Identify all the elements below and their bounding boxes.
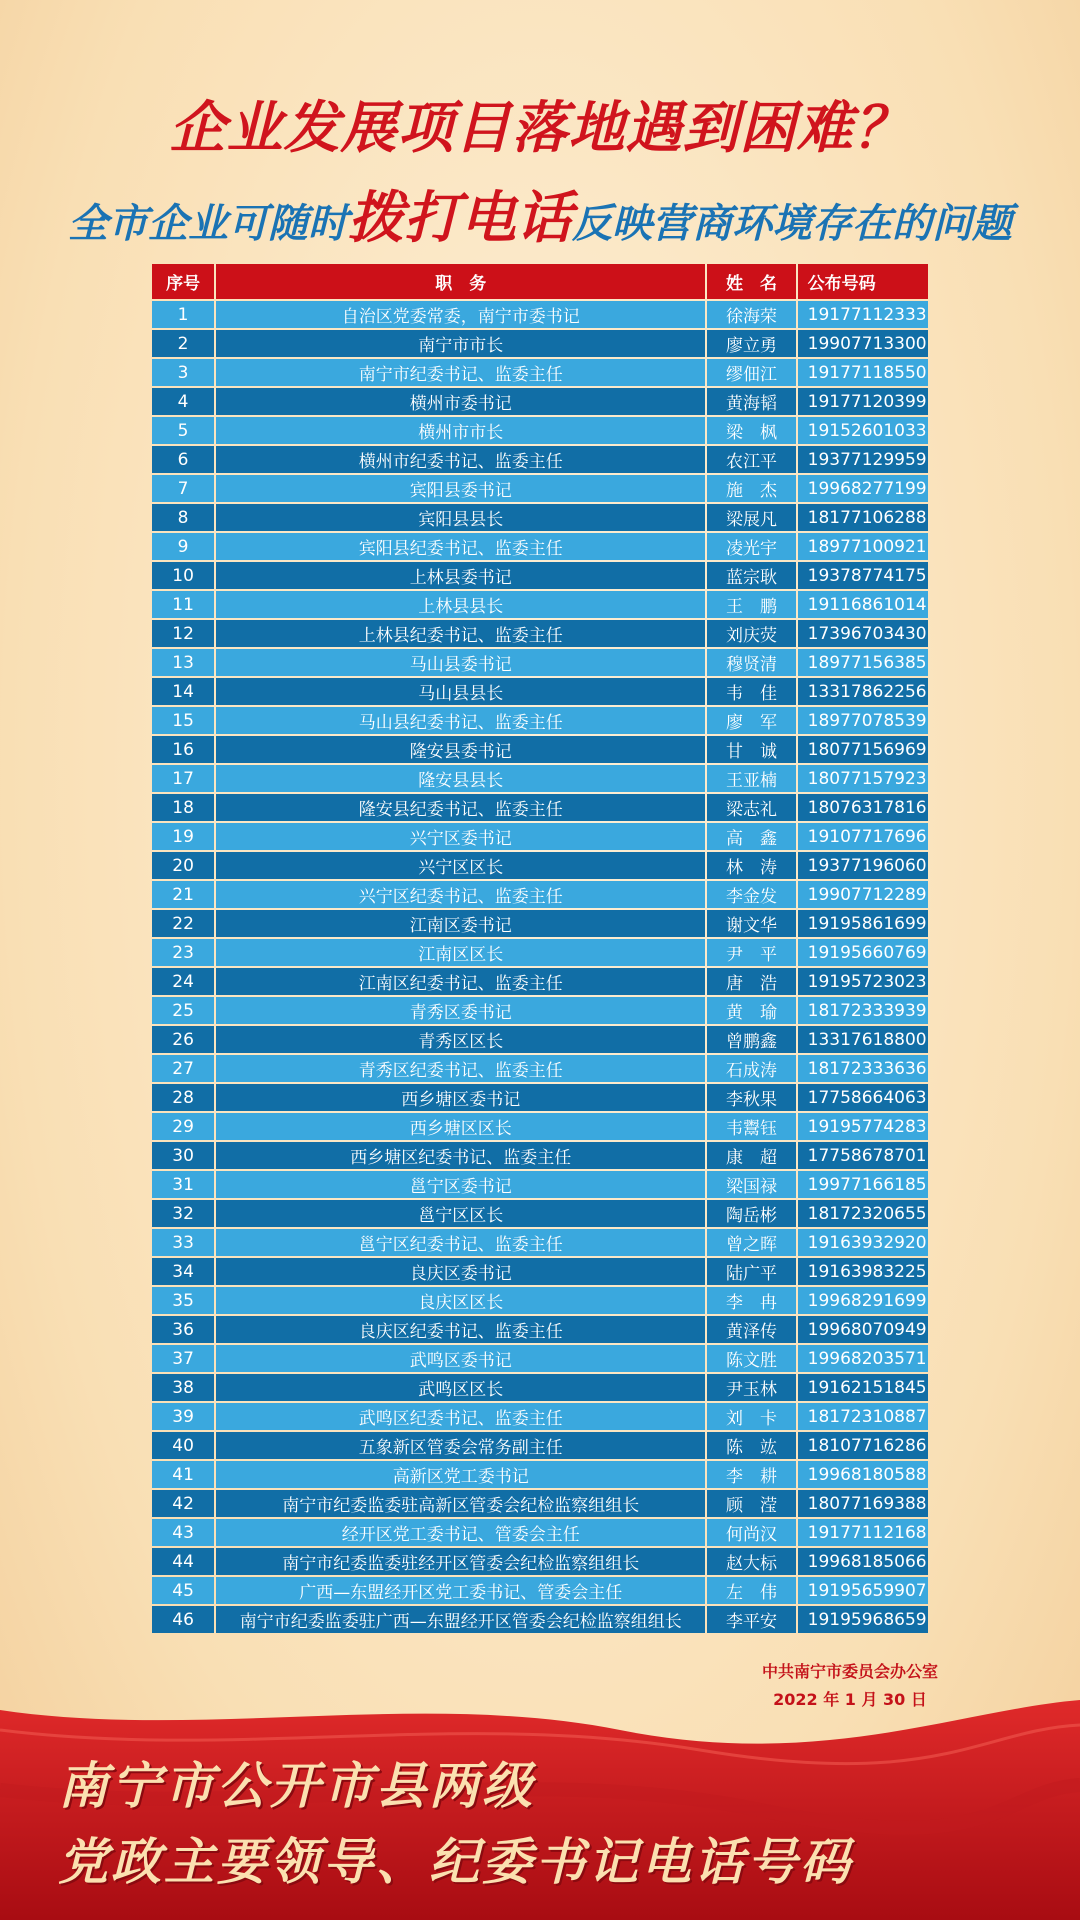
subheadline-prefix: 全市企业可随时 <box>68 201 348 247</box>
row-name: 蓝宗耿 <box>707 562 795 589</box>
row-title: 江南区纪委书记、监委主任 <box>216 968 705 995</box>
row-name: 缪佃江 <box>707 359 795 386</box>
row-name: 王亚楠 <box>707 765 795 792</box>
table-row <box>152 620 928 647</box>
row-name: 王 鹏 <box>707 591 795 618</box>
row-phone: 19907712289 <box>798 881 928 908</box>
row-name: 李 耕 <box>707 1461 795 1488</box>
row-phone: 18977100921 <box>798 533 928 560</box>
row-phone: 19177112168 <box>798 1519 928 1546</box>
table-row <box>152 359 928 386</box>
row-index: 17 <box>152 765 214 792</box>
row-phone: 19968203571 <box>798 1345 928 1372</box>
row-phone: 18172310887 <box>798 1403 928 1430</box>
row-title: 兴宁区委书记 <box>216 823 705 850</box>
table-row <box>152 1287 928 1314</box>
row-title: 宾阳县纪委书记、监委主任 <box>216 533 705 560</box>
row-index: 30 <box>152 1142 214 1169</box>
row-title: 南宁市纪委监委驻经开区管委会纪检监察组组长 <box>216 1548 705 1575</box>
row-index: 7 <box>152 475 214 502</box>
table-row <box>152 1026 928 1053</box>
table-row <box>152 794 928 821</box>
table-body <box>152 301 928 1633</box>
row-name: 黄泽传 <box>707 1316 795 1343</box>
row-index: 8 <box>152 504 214 531</box>
row-title: 自治区党委常委，南宁市委书记 <box>216 301 705 328</box>
row-title: 青秀区纪委书记、监委主任 <box>216 1055 705 1082</box>
row-phone: 19968291699 <box>798 1287 928 1314</box>
row-phone: 19377196060 <box>798 852 928 879</box>
row-title: 上林县委书记 <box>216 562 705 589</box>
table-row <box>152 591 928 618</box>
header-phone: 公布号码 <box>798 264 928 299</box>
row-index: 16 <box>152 736 214 763</box>
row-index: 9 <box>152 533 214 560</box>
row-title: 青秀区区长 <box>216 1026 705 1053</box>
row-name: 陆广平 <box>707 1258 795 1285</box>
row-phone: 13317618800 <box>798 1026 928 1053</box>
row-phone: 19107717696 <box>798 823 928 850</box>
row-phone: 19377129959 <box>798 446 928 473</box>
row-title: 兴宁区区长 <box>216 852 705 879</box>
row-index: 28 <box>152 1084 214 1111</box>
table-row <box>152 446 928 473</box>
row-title: 良庆区纪委书记、监委主任 <box>216 1316 705 1343</box>
row-phone: 19195968659 <box>798 1606 928 1633</box>
row-index: 41 <box>152 1461 214 1488</box>
row-index: 39 <box>152 1403 214 1430</box>
row-name: 陈文胜 <box>707 1345 795 1372</box>
row-name: 廖立勇 <box>707 330 795 357</box>
row-index: 26 <box>152 1026 214 1053</box>
row-name: 梁展凡 <box>707 504 795 531</box>
row-title: 隆安县纪委书记、监委主任 <box>216 794 705 821</box>
header-title: 职 务 <box>216 264 705 299</box>
table-row <box>152 1490 928 1517</box>
issue-date: 2022 年 1 月 30 日 <box>773 1690 927 1709</box>
row-index: 37 <box>152 1345 214 1372</box>
row-title: 邕宁区委书记 <box>216 1171 705 1198</box>
row-name: 韦鬻钰 <box>707 1113 795 1140</box>
row-name: 赵大标 <box>707 1548 795 1575</box>
row-title: 良庆区委书记 <box>216 1258 705 1285</box>
row-title: 武鸣区区长 <box>216 1374 705 1401</box>
row-name: 穆贤清 <box>707 649 795 676</box>
row-phone: 19195861699 <box>798 910 928 937</box>
row-phone: 19195659907 <box>798 1577 928 1604</box>
row-phone: 19378774175 <box>798 562 928 589</box>
row-index: 32 <box>152 1200 214 1227</box>
table-row <box>152 1229 928 1256</box>
row-name: 韦 佳 <box>707 678 795 705</box>
subheadline <box>0 174 1080 254</box>
row-name: 尹 平 <box>707 939 795 966</box>
row-index: 10 <box>152 562 214 589</box>
banner-line-1: 南宁市公开市县两级 <box>58 1757 535 1815</box>
row-phone: 17758664063 <box>798 1084 928 1111</box>
table-row <box>152 475 928 502</box>
table-row <box>152 330 928 357</box>
row-phone: 13317862256 <box>798 678 928 705</box>
row-title: 宾阳县县长 <box>216 504 705 531</box>
row-title: 兴宁区纪委书记、监委主任 <box>216 881 705 908</box>
row-phone: 19162151845 <box>798 1374 928 1401</box>
banner-line-2: 党政主要领导、纪委书记电话号码 <box>58 1833 853 1891</box>
row-phone: 18172320655 <box>798 1200 928 1227</box>
table-row <box>152 1606 928 1633</box>
row-name: 徐海荣 <box>707 301 795 328</box>
row-index: 22 <box>152 910 214 937</box>
row-index: 34 <box>152 1258 214 1285</box>
row-name: 陶岳彬 <box>707 1200 795 1227</box>
table-row <box>152 562 928 589</box>
row-index: 25 <box>152 997 214 1024</box>
table-row <box>152 707 928 734</box>
row-index: 15 <box>152 707 214 734</box>
table-row <box>152 417 928 444</box>
row-phone: 18107716286 <box>798 1432 928 1459</box>
row-index: 5 <box>152 417 214 444</box>
row-name: 廖 军 <box>707 707 795 734</box>
table-row <box>152 1519 928 1546</box>
table-row <box>152 1142 928 1169</box>
table-row <box>152 968 928 995</box>
row-phone: 18077169388 <box>798 1490 928 1517</box>
table-header-row <box>152 264 928 299</box>
header-index: 序号 <box>152 264 214 299</box>
row-phone: 18076317816 <box>798 794 928 821</box>
row-title: 邕宁区区长 <box>216 1200 705 1227</box>
row-phone: 19116861014 <box>798 591 928 618</box>
row-title: 武鸣区纪委书记、监委主任 <box>216 1403 705 1430</box>
row-title: 宾阳县委书记 <box>216 475 705 502</box>
row-name: 梁 枫 <box>707 417 795 444</box>
row-index: 24 <box>152 968 214 995</box>
table-row <box>152 1548 928 1575</box>
row-index: 23 <box>152 939 214 966</box>
table-row <box>152 1084 928 1111</box>
table-row <box>152 939 928 966</box>
subheadline-emphasis: 拨打电话 <box>348 186 572 251</box>
row-name: 黄海韬 <box>707 388 795 415</box>
row-phone: 18077157923 <box>798 765 928 792</box>
row-name: 梁志礼 <box>707 794 795 821</box>
row-name: 何尚汉 <box>707 1519 795 1546</box>
row-index: 21 <box>152 881 214 908</box>
table-row <box>152 1461 928 1488</box>
row-phone: 19195723023 <box>798 968 928 995</box>
table-row <box>152 1577 928 1604</box>
table-row <box>152 736 928 763</box>
row-name: 凌光宇 <box>707 533 795 560</box>
table-row <box>152 1374 928 1401</box>
row-title: 上林县县长 <box>216 591 705 618</box>
row-index: 40 <box>152 1432 214 1459</box>
row-index: 33 <box>152 1229 214 1256</box>
phone-directory-table <box>150 262 930 1635</box>
issuer-org: 中共南宁市委员会办公室 <box>761 1662 938 1681</box>
row-title: 青秀区委书记 <box>216 997 705 1024</box>
row-phone: 19977166185 <box>798 1171 928 1198</box>
row-index: 45 <box>152 1577 214 1604</box>
table-row <box>152 504 928 531</box>
row-name: 李金发 <box>707 881 795 908</box>
row-phone: 19177112333 <box>798 301 928 328</box>
row-title: 隆安县委书记 <box>216 736 705 763</box>
row-title: 马山县县长 <box>216 678 705 705</box>
row-phone: 18177106288 <box>798 504 928 531</box>
row-title: 良庆区区长 <box>216 1287 705 1314</box>
row-name: 农江平 <box>707 446 795 473</box>
row-title: 马山县纪委书记、监委主任 <box>216 707 705 734</box>
row-name: 李秋果 <box>707 1084 795 1111</box>
table-row <box>152 852 928 879</box>
row-title: 隆安县县长 <box>216 765 705 792</box>
row-index: 20 <box>152 852 214 879</box>
header-name: 姓 名 <box>707 264 795 299</box>
row-phone: 17758678701 <box>798 1142 928 1169</box>
table-row <box>152 1200 928 1227</box>
table-row <box>152 1171 928 1198</box>
table-row <box>152 910 928 937</box>
row-title: 横州市市长 <box>216 417 705 444</box>
table-row <box>152 1432 928 1459</box>
row-title: 南宁市市长 <box>216 330 705 357</box>
row-phone: 19968185066 <box>798 1548 928 1575</box>
row-name: 曾之晖 <box>707 1229 795 1256</box>
row-title: 横州市委书记 <box>216 388 705 415</box>
table-row <box>152 1055 928 1082</box>
row-index: 11 <box>152 591 214 618</box>
table-row <box>152 533 928 560</box>
table-row <box>152 1403 928 1430</box>
row-index: 19 <box>152 823 214 850</box>
row-title: 武鸣区委书记 <box>216 1345 705 1372</box>
row-title: 五象新区管委会常务副主任 <box>216 1432 705 1459</box>
row-name: 刘庆荧 <box>707 620 795 647</box>
row-name: 陈 竑 <box>707 1432 795 1459</box>
row-index: 18 <box>152 794 214 821</box>
table-row <box>152 1345 928 1372</box>
table-row <box>152 301 928 328</box>
row-index: 42 <box>152 1490 214 1517</box>
subheadline-suffix: 反映营商环境存在的问题 <box>572 201 1012 247</box>
row-index: 46 <box>152 1606 214 1633</box>
table-row <box>152 388 928 415</box>
row-phone: 19968277199 <box>798 475 928 502</box>
row-index: 3 <box>152 359 214 386</box>
row-title: 西乡塘区区长 <box>216 1113 705 1140</box>
row-name: 刘 卡 <box>707 1403 795 1430</box>
bottom-banner <box>0 1670 1080 1920</box>
row-index: 27 <box>152 1055 214 1082</box>
row-name: 顾 滢 <box>707 1490 795 1517</box>
row-index: 44 <box>152 1548 214 1575</box>
row-index: 13 <box>152 649 214 676</box>
row-title: 西乡塘区委书记 <box>216 1084 705 1111</box>
row-index: 29 <box>152 1113 214 1140</box>
row-index: 6 <box>152 446 214 473</box>
row-index: 36 <box>152 1316 214 1343</box>
row-index: 38 <box>152 1374 214 1401</box>
row-title: 广西—东盟经开区党工委书记、管委会主任 <box>216 1577 705 1604</box>
row-phone: 18077156969 <box>798 736 928 763</box>
row-name: 施 杰 <box>707 475 795 502</box>
row-phone: 19968070949 <box>798 1316 928 1343</box>
table-row <box>152 1113 928 1140</box>
row-title: 江南区委书记 <box>216 910 705 937</box>
row-name: 左 伟 <box>707 1577 795 1604</box>
row-title: 江南区区长 <box>216 939 705 966</box>
headline: 企业发展项目落地遇到困难？ <box>169 96 911 161</box>
row-name: 林 涛 <box>707 852 795 879</box>
row-title: 南宁市纪委监委驻广西—东盟经开区管委会纪检监察组组长 <box>216 1606 705 1633</box>
row-title: 高新区党工委书记 <box>216 1461 705 1488</box>
row-name: 甘 诚 <box>707 736 795 763</box>
row-phone: 19195660769 <box>798 939 928 966</box>
row-title: 南宁市纪委监委驻高新区管委会纪检监察组组长 <box>216 1490 705 1517</box>
row-title: 马山县委书记 <box>216 649 705 676</box>
row-index: 12 <box>152 620 214 647</box>
row-title: 经开区党工委书记、管委会主任 <box>216 1519 705 1546</box>
table-row <box>152 997 928 1024</box>
row-name: 尹玉林 <box>707 1374 795 1401</box>
row-phone: 19195774283 <box>798 1113 928 1140</box>
table-row <box>152 881 928 908</box>
row-title: 上林县纪委书记、监委主任 <box>216 620 705 647</box>
row-index: 2 <box>152 330 214 357</box>
table-row <box>152 765 928 792</box>
row-phone: 19163983225 <box>798 1258 928 1285</box>
row-title: 南宁市纪委书记、监委主任 <box>216 359 705 386</box>
row-name: 石成涛 <box>707 1055 795 1082</box>
row-name: 谢文华 <box>707 910 795 937</box>
row-phone: 19152601033 <box>798 417 928 444</box>
table-row <box>152 1316 928 1343</box>
row-phone: 19907713300 <box>798 330 928 357</box>
row-name: 李平安 <box>707 1606 795 1633</box>
row-name: 梁国禄 <box>707 1171 795 1198</box>
row-name: 李 冉 <box>707 1287 795 1314</box>
row-index: 4 <box>152 388 214 415</box>
row-name: 黄 瑜 <box>707 997 795 1024</box>
row-name: 高 鑫 <box>707 823 795 850</box>
row-phone: 19163932920 <box>798 1229 928 1256</box>
row-index: 14 <box>152 678 214 705</box>
table-row <box>152 1258 928 1285</box>
table-row <box>152 823 928 850</box>
row-phone: 19177118550 <box>798 359 928 386</box>
row-phone: 18172333939 <box>798 997 928 1024</box>
row-name: 唐 浩 <box>707 968 795 995</box>
row-name: 康 超 <box>707 1142 795 1169</box>
row-index: 31 <box>152 1171 214 1198</box>
table-row <box>152 649 928 676</box>
row-index: 43 <box>152 1519 214 1546</box>
row-name: 曾鹏鑫 <box>707 1026 795 1053</box>
row-phone: 18977156385 <box>798 649 928 676</box>
row-title: 邕宁区纪委书记、监委主任 <box>216 1229 705 1256</box>
row-index: 1 <box>152 301 214 328</box>
table-row <box>152 678 928 705</box>
row-phone: 18172333636 <box>798 1055 928 1082</box>
row-phone: 17396703430 <box>798 620 928 647</box>
row-title: 西乡塘区纪委书记、监委主任 <box>216 1142 705 1169</box>
row-phone: 19968180588 <box>798 1461 928 1488</box>
row-title: 横州市纪委书记、监委主任 <box>216 446 705 473</box>
row-index: 35 <box>152 1287 214 1314</box>
row-phone: 18977078539 <box>798 707 928 734</box>
row-phone: 19177120399 <box>798 388 928 415</box>
